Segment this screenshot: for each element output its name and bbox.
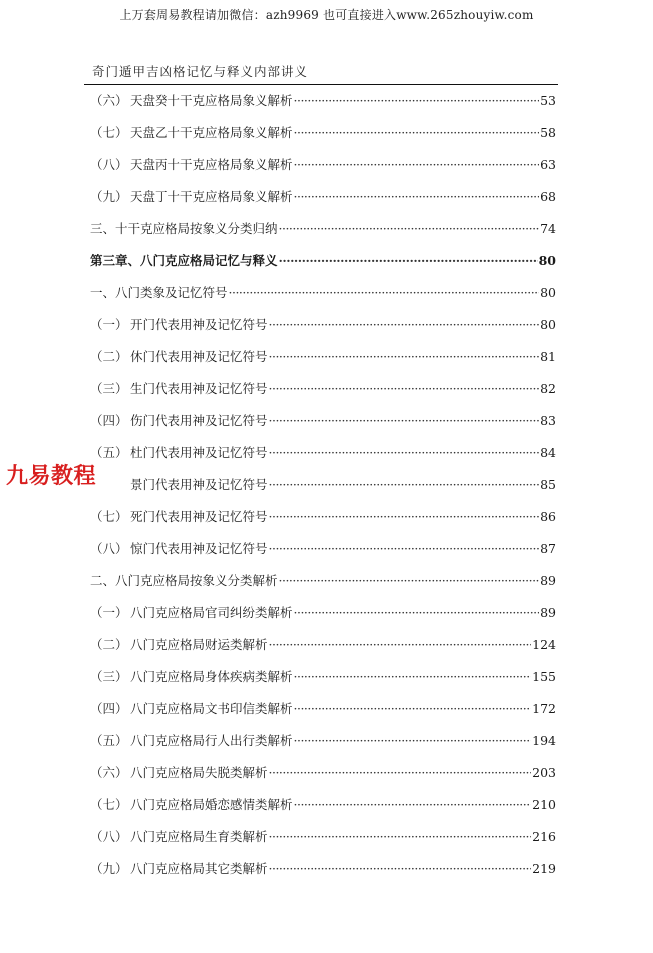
toc-entry-page: 216 (532, 829, 556, 844)
toc-entry-page: 210 (532, 797, 556, 812)
toc-entry-page: 58 (540, 125, 556, 140)
toc-leader-dots (294, 793, 532, 817)
toc-entry-title: 生门代表用神及记忆符号 (130, 381, 268, 396)
toc-entry-page: 155 (532, 669, 556, 684)
toc-leader-dots (269, 313, 540, 337)
running-head-title: 奇门遁甲吉凶格记忆与释义内部讲义 (92, 64, 309, 79)
toc-entry-page: 82 (540, 381, 556, 396)
toc-entry-page: 74 (540, 221, 556, 236)
toc-entry-number: （七） (90, 797, 128, 812)
toc-leader-dots (269, 409, 540, 433)
toc-entry-number: （六） (90, 93, 128, 108)
toc-entry-title: 天盘癸十干克应格局象义解析 (130, 93, 293, 108)
toc-entry-title: 二、八门克应格局按象义分类解析 (90, 573, 278, 588)
toc-entry-page: 63 (540, 157, 556, 172)
toc-entry[interactable] (90, 281, 556, 313)
toc-entry-title: 八门克应格局财运类解析 (130, 637, 268, 652)
toc-entry[interactable] (90, 121, 556, 153)
toc-entry-page: 203 (532, 765, 556, 780)
toc-entry-title: 伤门代表用神及记忆符号 (130, 413, 268, 428)
toc-entry-title: 八门克应格局其它类解析 (130, 861, 268, 876)
toc-entry-number: （九） (90, 189, 128, 204)
toc-entry-number: （二） (90, 349, 128, 364)
toc-leader-dots (279, 249, 538, 273)
toc-leader-dots (294, 729, 532, 753)
table-of-contents (90, 89, 556, 889)
toc-entry-page: 81 (540, 349, 556, 364)
toc-entry-title: 死门代表用神及记忆符号 (130, 509, 268, 524)
toc-entry-number: （八） (90, 829, 128, 844)
toc-entry-number: （七） (90, 509, 128, 524)
toc-leader-dots (294, 153, 540, 177)
toc-entry-number: （一） (90, 317, 128, 332)
toc-entry-title: 天盘丙十干克应格局象义解析 (130, 157, 293, 172)
toc-leader-dots (229, 281, 540, 305)
toc-leader-dots (269, 473, 540, 497)
toc-entry[interactable] (90, 793, 556, 825)
toc-entry[interactable] (90, 569, 556, 601)
toc-entry-number: （八） (90, 157, 128, 172)
toc-entry[interactable] (90, 153, 556, 185)
toc-entry-number: （四） (90, 701, 128, 716)
toc-leader-dots (269, 441, 540, 465)
toc-entry-number: （五） (90, 445, 128, 460)
toc-entry[interactable] (90, 537, 556, 569)
toc-entry-title: 惊门代表用神及记忆符号 (130, 541, 268, 556)
toc-entry[interactable] (90, 825, 556, 857)
toc-entry-number: （八） (90, 541, 128, 556)
toc-entry[interactable] (90, 185, 556, 217)
toc-entry-title: 八门克应格局行人出行类解析 (130, 733, 293, 748)
toc-entry-title: 杜门代表用神及记忆符号 (130, 445, 268, 460)
toc-entry[interactable] (90, 409, 556, 441)
toc-leader-dots (294, 185, 540, 209)
toc-leader-dots (294, 697, 532, 721)
toc-entry[interactable] (90, 249, 556, 281)
toc-entry[interactable] (90, 665, 556, 697)
toc-entry-number: （九） (90, 861, 128, 876)
toc-leader-dots (269, 505, 540, 529)
toc-entry-page: 83 (540, 413, 556, 428)
toc-entry-title: 天盘丁十干克应格局象义解析 (130, 189, 293, 204)
toc-entry[interactable] (90, 729, 556, 761)
toc-entry[interactable] (90, 761, 556, 793)
toc-entry-page: 89 (540, 605, 556, 620)
toc-entry[interactable] (90, 505, 556, 537)
toc-entry-page: 84 (540, 445, 556, 460)
toc-leader-dots (294, 665, 532, 689)
toc-entry-page: 89 (540, 573, 556, 588)
toc-entry-title: 八门克应格局生育类解析 (130, 829, 268, 844)
toc-leader-dots (294, 121, 540, 145)
toc-entry[interactable] (90, 345, 556, 377)
toc-entry-page: 80 (538, 253, 556, 268)
toc-entry-title: 一、八门类象及记忆符号 (90, 285, 228, 300)
toc-entry[interactable] (90, 633, 556, 665)
toc-leader-dots (269, 377, 540, 401)
toc-entry-title: 休门代表用神及记忆符号 (130, 349, 268, 364)
toc-entry[interactable] (90, 473, 556, 505)
toc-entry-title: 八门克应格局官司纠纷类解析 (130, 605, 293, 620)
toc-entry-number: （四） (90, 413, 128, 428)
toc-entry-page: 85 (540, 477, 556, 492)
toc-entry-title: 天盘乙十干克应格局象义解析 (130, 125, 293, 140)
toc-entry-number: （一） (90, 605, 128, 620)
toc-leader-dots (294, 601, 540, 625)
toc-leader-dots (269, 537, 540, 561)
toc-entry-title: 景门代表用神及记忆符号 (130, 477, 268, 492)
toc-entry-page: 194 (532, 733, 556, 748)
toc-leader-dots (269, 825, 532, 849)
toc-entry[interactable] (90, 697, 556, 729)
toc-entry[interactable] (90, 857, 556, 889)
toc-entry-page: 80 (540, 317, 556, 332)
toc-entry-page: 68 (540, 189, 556, 204)
toc-entry-number: （七） (90, 125, 128, 140)
toc-leader-dots (269, 761, 532, 785)
toc-entry-title: 八门克应格局婚恋感情类解析 (130, 797, 293, 812)
toc-entry-page: 219 (532, 861, 556, 876)
toc-leader-dots (269, 345, 540, 369)
toc-entry-page: 87 (540, 541, 556, 556)
header-rule (84, 84, 558, 85)
watermark-logo: 九易教程 (6, 464, 97, 489)
toc-leader-dots (269, 633, 532, 657)
toc-entry[interactable] (90, 313, 556, 345)
toc-entry-page: 124 (532, 637, 556, 652)
toc-entry[interactable] (90, 89, 556, 121)
toc-entry-page: 80 (540, 285, 556, 300)
toc-entry-number: （六） (90, 765, 128, 780)
toc-leader-dots (269, 857, 532, 881)
toc-leader-dots (294, 89, 540, 113)
toc-entry-title: 三、十干克应格局按象义分类归纳 (90, 221, 278, 236)
toc-entry-title: 八门克应格局身体疾病类解析 (130, 669, 293, 684)
toc-entry[interactable] (90, 601, 556, 633)
toc-entry-title: 八门克应格局失脱类解析 (130, 765, 268, 780)
toc-leader-dots (279, 569, 540, 593)
toc-entry-title: 开门代表用神及记忆符号 (130, 317, 268, 332)
toc-entry-number: （三） (90, 669, 128, 684)
toc-entry-number: （三） (90, 381, 128, 396)
toc-leader-dots (279, 217, 540, 241)
toc-entry-number: （二） (90, 637, 128, 652)
toc-entry[interactable] (90, 441, 556, 473)
toc-entry[interactable] (90, 217, 556, 249)
toc-entry-page: 53 (540, 93, 556, 108)
toc-entry-number: （五） (90, 733, 128, 748)
top-banner: 上万套周易教程请加微信：azh9969 也可直接进入www.265zhouyiw.com (119, 8, 534, 22)
toc-entry-page: 86 (540, 509, 556, 524)
toc-entry-title: 第三章、八门克应格局记忆与释义 (90, 253, 278, 268)
toc-entry-page: 172 (532, 701, 556, 716)
toc-entry-title: 八门克应格局文书印信类解析 (130, 701, 293, 716)
toc-entry[interactable] (90, 377, 556, 409)
